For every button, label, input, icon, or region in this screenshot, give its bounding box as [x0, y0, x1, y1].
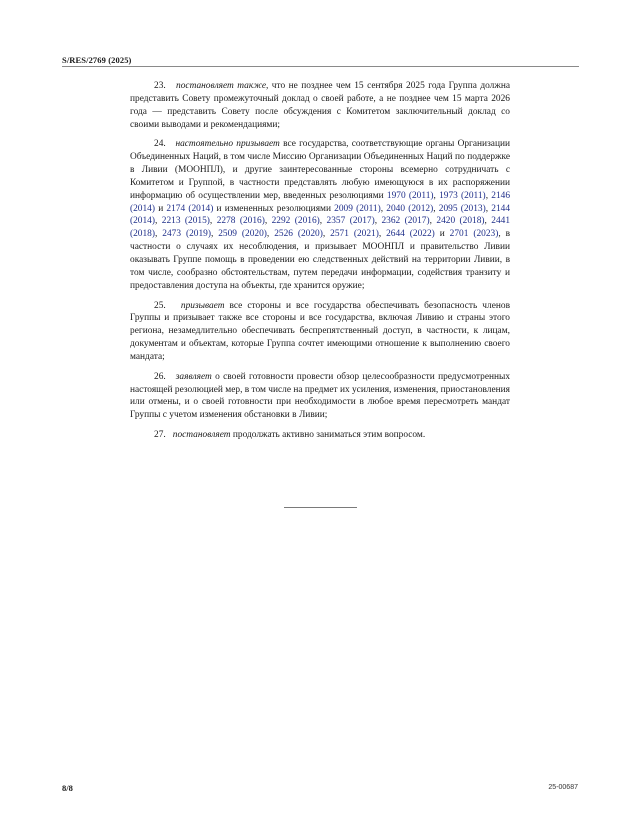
document-symbol: S/RES/2769 (2025)	[62, 55, 132, 65]
paragraph-text: ,	[209, 216, 217, 227]
operative-paragraph	[130, 371, 510, 422]
resolution-link[interactable]: 2571 (2021)	[330, 229, 379, 240]
paragraph-text: ,	[485, 190, 492, 201]
resolution-link[interactable]: 1970 (2011)	[386, 190, 434, 201]
paragraph-text: все государства, соответствующие органы Организации Объединенных Наций, в том числе Миссию Организации Объединенных Наций по поддержке в Ливии (МООНПЛ), и другие заинтересованные стороны всемерно сотрудничать с Комитетом и Группой, в частности представлять любую имеющуюся в их распоряжении информацию об осуществлении мер, введенных резолюциями	[130, 139, 510, 201]
resolution-link[interactable]: 2213 (2015)	[161, 216, 210, 227]
resolution-link[interactable]: 2174 (2014)	[166, 203, 214, 214]
resolution-link[interactable]: 2278 (2016)	[216, 216, 265, 227]
page-number: 8/8	[62, 783, 73, 793]
resolution-link[interactable]: 2644 (2022)	[386, 229, 435, 240]
paragraph-number: 27.	[154, 430, 166, 441]
resolution-link[interactable]: 2292 (2016)	[271, 216, 320, 227]
paragraph-number: 25.	[154, 300, 166, 311]
resolution-link[interactable]: 2146 (2014)	[130, 190, 510, 214]
paragraph-text: все стороны и все государства обеспечивать безопасность членов Группы и призывает также все стороны и все государства, включая Ливию и страны этого региона, незамедлительно обеспечивать беспрепятственный доступ, в частности, к лицам, документам и объектам, которые Группа сочтет имеющими отношение к выполнению своего мандата;	[130, 300, 510, 362]
resolution-body	[130, 80, 510, 442]
resolution-link[interactable]: 2701 (2023)	[449, 229, 499, 240]
resolution-link[interactable]: 2441 (2018)	[130, 216, 511, 240]
resolution-link[interactable]: 2357 (2017)	[326, 216, 375, 227]
paragraph-text: ,	[484, 216, 492, 227]
paragraph-text: продолжать активно заниматься этим вопросом.	[230, 430, 426, 441]
document-code: 25-00687	[548, 784, 578, 791]
operative-verb: постановляет также,	[176, 81, 269, 91]
paragraph-text: ,	[266, 229, 275, 240]
paragraph-text: ,	[210, 229, 219, 240]
paragraph-text: и	[155, 203, 167, 214]
paragraph-text: и	[434, 229, 450, 240]
resolution-link[interactable]: 2009 (2011)	[334, 203, 381, 214]
end-rule	[284, 507, 357, 508]
paragraph-text: ,	[374, 216, 382, 227]
resolution-link[interactable]: 2526 (2020)	[274, 229, 323, 240]
operative-verb: заявляет	[175, 371, 212, 382]
operative-paragraph	[130, 80, 510, 131]
resolution-link[interactable]: 2362 (2017)	[381, 216, 430, 227]
resolution-link[interactable]: 2473 (2019)	[162, 229, 211, 240]
operative-verb: настоятельно призывает	[175, 139, 280, 150]
paragraph-text: что не позднее чем 15 сентября 2025 года Группа должна представить Совету промежуточный доклад о своей работе, а не позднее чем 15 марта 2026 года — представить Совету после обсуждения с Комитетом заключительный доклад со своими выводами и рекомендациями;	[130, 81, 510, 130]
paragraph-text: ,	[433, 203, 439, 214]
operative-paragraph	[130, 138, 510, 292]
paragraph-text: ,	[155, 229, 163, 240]
resolution-link[interactable]: 2509 (2020)	[218, 229, 267, 240]
paragraph-text: о своей готовности провести обзор целесообразности предусмотренных настоящей резолюцией мер, в том числе на предмет их усиления, изменения, приостановления или отмены, и о своей готовности при необходимости в любое время пересмотреть мандат Группы с учетом изменения обстановки в Ливии;	[130, 371, 511, 421]
resolution-link[interactable]: 2095 (2013)	[438, 203, 486, 214]
paragraph-text: ,	[319, 216, 327, 227]
paragraph-text: ,	[380, 203, 387, 214]
paragraph-number: 23.	[154, 81, 166, 91]
resolution-link[interactable]: 1973 (2011)	[439, 190, 486, 201]
paragraph-number: 26.	[154, 371, 166, 382]
operative-paragraph	[130, 300, 510, 364]
paragraph-text: ,	[264, 216, 272, 227]
paragraph-text: ,	[322, 229, 331, 240]
paragraph-text: ,	[429, 216, 437, 227]
resolution-link[interactable]: 2040 (2012)	[386, 203, 434, 214]
paragraph-number: 24.	[154, 139, 166, 150]
paragraph-text: ,	[433, 190, 440, 201]
paragraph-text: ,	[378, 229, 387, 240]
operative-verb: постановляет	[172, 430, 231, 441]
resolution-link[interactable]: 2144 (2014)	[130, 203, 511, 227]
paragraph-text: и измененных резолюциями	[213, 203, 335, 214]
operative-paragraph	[130, 429, 510, 442]
paragraph-text: ,	[155, 216, 162, 227]
header-rule	[62, 66, 579, 67]
paragraph-text: , в частности о случаях их несоблюдения, и призывает МООНПЛ и правительство Ливии оказывать Группе помощь в проведении ею следственных действий на территории Ливии, в том числе, сообразно обстоятельствам, путем передачи информации, содействия транзиту и предоставления доступа на объекты, где хранится оружие;	[130, 229, 511, 291]
operative-verb: призывает	[180, 300, 225, 311]
resolution-link[interactable]: 2420 (2018)	[436, 216, 485, 227]
paragraph-text: ,	[485, 203, 492, 214]
